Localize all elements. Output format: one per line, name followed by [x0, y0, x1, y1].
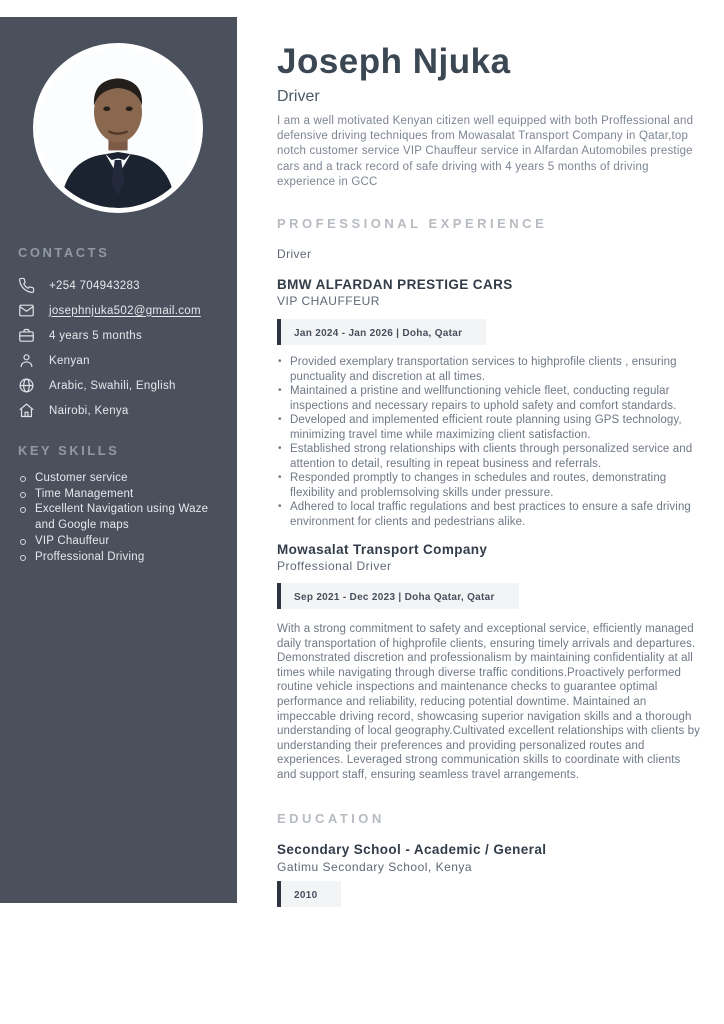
person-icon: [18, 352, 35, 369]
skill-item: Excellent Navigation using Waze and Google maps: [18, 502, 221, 533]
job-dates-badge: [277, 319, 486, 345]
skill-item: Proffessional Driving: [18, 550, 221, 566]
skills-list: [18, 471, 221, 565]
location: Nairobi, Kenya: [49, 404, 129, 417]
job-company: BMW ALFARDAN PRESTIGE CARS: [277, 277, 513, 293]
email-link[interactable]: josephnjuka502@gmail.com: [49, 304, 201, 317]
contact-row-nationality: [18, 348, 221, 373]
sidebar: [0, 17, 237, 903]
email-icon: [18, 302, 35, 319]
job-bullet: • Adhered to local traffic regulations and best practices to ensure a safe driving environment for clients and pedestrians alike.: [277, 500, 701, 529]
job-dates-badge: [277, 583, 519, 609]
candidate-name: Joseph Njuka: [277, 42, 511, 81]
candidate-role: Driver: [277, 88, 320, 105]
job-description: With a strong commitment to safety and exceptional service, efficiently managed daily transportation of highprofile clients, ensuring timely arrivals and departures. Demonstrated discretion and professionalism by maintaining confidentiality at all times while navigating through diverse traffic conditions.Proactively performed routine vehicle inspections and maintenance checks to guarantee optimal performance and reliability, reducing potential downtime. Maintained an impeccable driving record, showcasing superior navigation skills and a thorough understanding of local geography.Cultivated excellent relationships with clients by understanding their preferences and providing personalized routes and experiences. Leveraged strong communication skills to coordinate with clients and support staff, ensuring seamless travel arrangements.: [277, 623, 700, 781]
contact-row-experience: [18, 323, 221, 348]
skill-item: Customer service: [18, 471, 221, 487]
job-bullet: • Provided exemplary transportation services to highprofile clients , ensuring punctuality and discretion at all times.: [277, 355, 701, 384]
avatar: [38, 48, 198, 208]
phone-number: +254 704943283: [49, 279, 140, 292]
language-icon: [18, 377, 35, 394]
education-section-title: EDUCATION: [277, 810, 385, 826]
contact-row-phone: [18, 273, 221, 298]
contact-row-languages: [18, 373, 221, 398]
experience-category: Driver: [277, 247, 312, 262]
job-bullet: • Maintained a pristine and wellfunctioning vehicle fleet, conducting regular inspections and necessary repairs to uphold safety and comfort standards.: [277, 384, 701, 413]
contacts-title: CONTACTS: [18, 245, 110, 260]
profile-summary: I am a well motivated Kenyan citizen well equipped with both Proffessional and defensive driving techniques from Mowasalat Transport Company in Qatar,top notch customer service VIP Chauffeur service in Alfardan Automobiles prestige cars and a track record of safe driving with 4 years 5 months of driving experience in GCC: [277, 115, 694, 188]
job-dates: Jan 2024 - Jan 2026 | Doha, Qatar: [294, 328, 463, 340]
job-company: Mowasalat Transport Company: [277, 542, 488, 558]
experience-section-title: PROFESSIONAL EXPERIENCE: [277, 216, 548, 232]
experience-duration: 4 years 5 months: [49, 329, 143, 342]
nationality: Kenyan: [49, 354, 90, 367]
job-role: Proffessional Driver: [277, 559, 392, 574]
job-bullet-list: [277, 355, 701, 529]
languages: Arabic, Swahili, English: [49, 379, 176, 392]
skill-item: VIP Chauffeur: [18, 534, 221, 550]
skills-title: KEY SKILLS: [18, 443, 120, 458]
education-dates: 2010: [294, 889, 318, 901]
job-bullet: • Established strong relationships with clients through personalized service and attention to detail, resulting in repeat business and referrals.: [277, 442, 701, 471]
job-role: VIP CHAUFFEUR: [277, 294, 380, 309]
skill-item: Time Management: [18, 487, 221, 503]
education-dates-badge: [277, 881, 341, 907]
contact-row-location: [18, 398, 221, 423]
job-bullet: • Responded promptly to changes in schedules and routes, demonstrating flexibility and problemsolving skills under pressure.: [277, 471, 701, 500]
contact-row-email: [18, 298, 221, 323]
contact-list: [18, 273, 221, 423]
main-content: [277, 40, 701, 907]
job-dates: Sep 2021 - Dec 2023 | Doha Qatar, Qatar: [294, 592, 495, 604]
education-degree: Secondary School - Academic / General: [277, 841, 547, 857]
job-bullet: • Developed and implemented efficient route planning using GPS technology, minimizing travel time while maximizing client satisfaction.: [277, 413, 701, 442]
education-school: Gatimu Secondary School, Kenya: [277, 859, 473, 874]
phone-icon: [18, 277, 35, 294]
home-icon: [18, 402, 35, 419]
briefcase-icon: [18, 327, 35, 344]
profile-photo: [33, 43, 203, 213]
